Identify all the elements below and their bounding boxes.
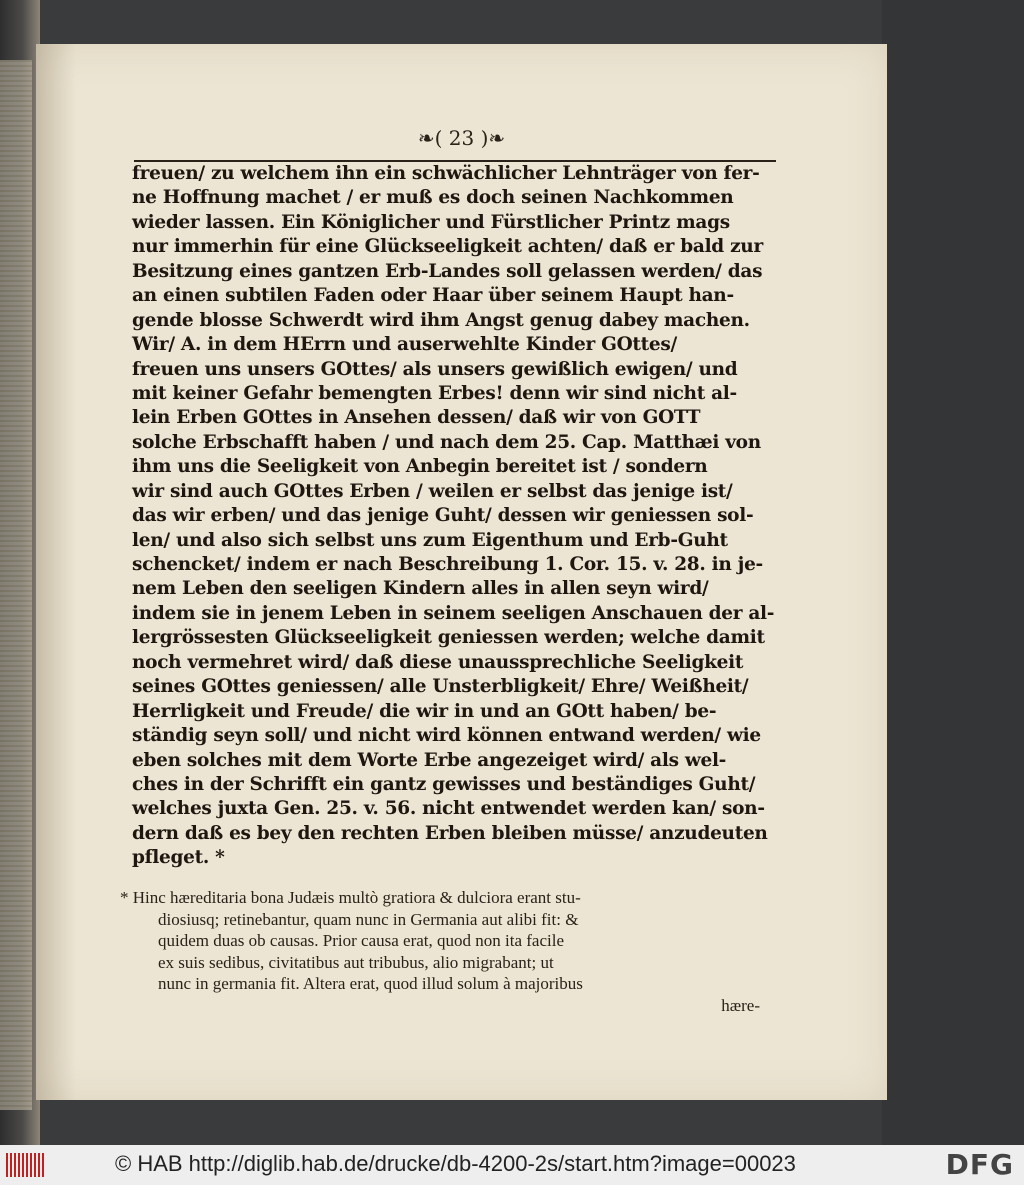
text-line: mit keiner Gefahr bemengten Erbes! denn wir sind nicht al- <box>132 382 737 404</box>
copyright-link[interactable]: © HAB http://diglib.hab.de/drucke/db-4200-2s/start.htm?image=00023 <box>115 1151 796 1176</box>
catchword: hære- <box>721 995 760 1015</box>
book-page <box>36 44 887 1100</box>
dfg-logo: DFG <box>945 1148 1014 1181</box>
text-line: freuen uns unsers GOttes/ als unsers gewißlich ewigen/ und <box>132 358 738 380</box>
text-line: Wir/ A. in dem HErrn und auserwehlte Kinder GOttes/ <box>132 334 677 356</box>
main-text <box>132 162 780 871</box>
text-line: solche Erbschafft haben / und nach dem 25. Cap. Matthæi von <box>132 431 761 453</box>
text-line: eben solches mit dem Worte Erbe angezeiget wird/ als wel- <box>132 749 727 771</box>
barcode-icon <box>6 1153 46 1177</box>
text-line: ches in der Schrifft ein gantz gewisses und beständiges Guht/ <box>132 773 756 795</box>
page-stack <box>0 60 32 1110</box>
text-line: len/ und also sich selbst uns zum Eigenthum und Erb-Guht <box>132 529 728 551</box>
text-line: pfleget. * <box>132 847 225 869</box>
text-line: ständig seyn soll/ und nicht wird können entwand werden/ wie <box>132 725 761 747</box>
footnote-line: nunc in germania fit. Altera erat, quod illud solum à majoribus <box>158 974 583 994</box>
text-line: nem Leben den seeligen Kindern alles in allen seyn wird/ <box>132 578 709 600</box>
footnote-line: * Hinc hæreditaria bona Judæis multò gratiora & dulciora erant stu- <box>120 888 581 907</box>
text-line: Besitzung eines gantzen Erb-Landes soll gelassen werden/ das <box>132 260 763 282</box>
text-line: freuen/ zu welchem ihn ein schwächlicher Lehnträger von fer- <box>132 163 760 184</box>
footer-bar <box>0 1145 1024 1185</box>
text-line: schencket/ indem er nach Beschreibung 1. Cor. 15. v. 28. in je- <box>132 554 763 575</box>
text-line: seines GOttes geniessen/ alle Unsterbligkeit/ Ehre/ Weißheit/ <box>132 676 749 698</box>
text-line: gende blosse Schwerdt wird ihm Angst genug dabey machen. <box>132 309 750 331</box>
footnote-line: quidem duas ob causas. Prior causa erat, quod non ita facile <box>158 931 564 951</box>
text-line: ne Hoffnung machet / er muß es doch seinen Nachkommen <box>132 187 734 209</box>
text-line: lergrössesten Glückseeligkeit geniessen werden; welche damit <box>132 627 765 649</box>
page-header: ❧( 23 )❧ <box>417 126 506 150</box>
scan-background <box>882 0 1024 1145</box>
text-line: Herrligkeit und Freude/ die wir in und an GOtt haben/ be- <box>132 700 717 722</box>
text-line: indem sie in jenem Leben in seinem seeligen Anschauen der al- <box>132 602 775 624</box>
text-line: noch vermehret wird/ daß diese unaussprechliche Seeligkeit <box>132 651 744 673</box>
footnote <box>120 887 780 1017</box>
footnote-line: ex suis sedibus, civitatibus aut tribubus, alio migrabant; ut <box>158 952 554 972</box>
text-line: an einen subtilen Faden oder Haar über seinem Haupt han- <box>132 285 734 307</box>
text-line: welches juxta Gen. 25. v. 56. nicht entwendet werden kan/ son- <box>132 798 765 820</box>
text-line: wieder lassen. Ein Königlicher und Fürstlicher Printz mags <box>132 211 730 233</box>
text-line: lein Erben GOttes in Ansehen dessen/ daß wir von GOTT <box>132 407 701 429</box>
footnote-line: diosiusq; retinebantur, quam nunc in Germania aut alibi fit: & <box>158 909 579 929</box>
text-line: nur immerhin für eine Glückseeligkeit achten/ daß er bald zur <box>132 236 763 258</box>
text-line: ihm uns die Seeligkeit von Anbegin bereitet ist / sondern <box>132 456 708 478</box>
text-line: wir sind auch GOttes Erben / weilen er selbst das jenige ist/ <box>132 480 733 502</box>
text-line: das wir erben/ und das jenige Guht/ dessen wir geniessen sol- <box>132 505 754 527</box>
text-line: dern daß es bey den rechten Erben bleiben müsse/ anzudeuten <box>132 822 768 844</box>
